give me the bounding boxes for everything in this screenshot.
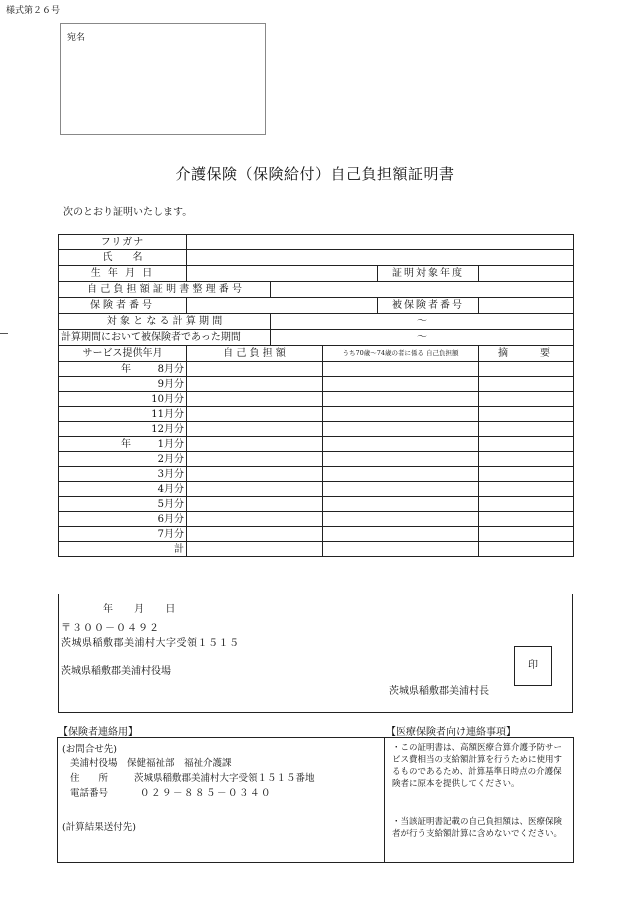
month-label-cell [59, 437, 187, 452]
total-age-70-74-cell[interactable] [323, 542, 479, 557]
month-row [59, 392, 574, 407]
age-70-74-cell[interactable] [323, 482, 479, 497]
insured-number-field[interactable] [479, 298, 574, 314]
year-label [61, 408, 121, 421]
month-label-cell [59, 512, 187, 527]
fold-mark [0, 333, 8, 334]
birthdate-field[interactable] [187, 266, 378, 282]
medical-note-2: ・当該証明書記載の自己負担額は、医療保険者が行う支給額計算に含めないでください。 [392, 817, 563, 839]
age-70-74-cell[interactable] [323, 392, 479, 407]
name-label: 氏 名 [59, 250, 187, 266]
month-label-cell [59, 452, 187, 467]
target-year-label: 証明対象年度 [378, 266, 479, 282]
self-pay-cell[interactable] [187, 482, 323, 497]
cert-number-label: 自 己 負 担 額 証 明 書 整 理 番 号 [59, 282, 271, 298]
month-label: 12月分 [151, 423, 184, 435]
document-title: 介護保険（保険給付）自己負担額証明書 [175, 165, 455, 183]
service-month-header: サービス提供年月 [59, 346, 187, 362]
insurer-number-label: 保険者番号 [59, 298, 187, 314]
contact-phone-label: 電話番号 [70, 788, 109, 799]
month-row [59, 407, 574, 422]
contact-phone: ０２９－８８５－０３４０ [140, 788, 273, 799]
furigana-field[interactable] [187, 235, 574, 250]
remarks-cell[interactable] [479, 512, 574, 527]
contact-address-label: 住 所 [70, 773, 109, 784]
month-label: 6月分 [157, 513, 184, 525]
total-remarks-cell[interactable] [479, 542, 574, 557]
month-row [59, 437, 574, 452]
age-70-74-cell[interactable] [323, 362, 479, 377]
remarks-cell[interactable] [479, 467, 574, 482]
remarks-cell[interactable] [479, 497, 574, 512]
remarks-cell[interactable] [479, 527, 574, 542]
year-label [61, 393, 121, 406]
result-send-label: (計算結果送付先) [62, 822, 136, 833]
month-label-cell [59, 467, 187, 482]
month-row [59, 452, 574, 467]
month-label: 5月分 [157, 498, 184, 510]
remarks-cell[interactable] [479, 407, 574, 422]
self-pay-cell[interactable] [187, 362, 323, 377]
month-label: 1月分 [157, 438, 184, 450]
month-label: 7月分 [157, 528, 184, 540]
age-70-74-cell[interactable] [323, 377, 479, 392]
remarks-header: 摘 要 [479, 346, 574, 362]
age-70-74-cell[interactable] [323, 422, 479, 437]
month-row [59, 527, 574, 542]
month-label: 10月分 [151, 393, 184, 405]
addressee-label: 宛名 [67, 33, 86, 43]
target-year-field[interactable] [479, 266, 574, 282]
month-label-cell [59, 527, 187, 542]
year-label [61, 468, 121, 481]
contact-divider [384, 738, 385, 862]
certification-date: 年 月 日 [103, 604, 176, 615]
month-label-cell [59, 407, 187, 422]
month-row [59, 467, 574, 482]
addressee-box[interactable] [60, 23, 266, 135]
insured-number-label: 被保険者番号 [378, 298, 479, 314]
self-pay-cell[interactable] [187, 467, 323, 482]
certificate-table [58, 234, 574, 557]
age-70-74-cell[interactable] [323, 497, 479, 512]
month-label-cell [59, 377, 187, 392]
month-label: 2月分 [157, 453, 184, 465]
self-pay-cell[interactable] [187, 392, 323, 407]
age-70-74-header: うち70歳～74歳の者に係る 自己負担額 [323, 346, 479, 362]
cert-number-field[interactable] [271, 282, 574, 298]
month-label-cell [59, 497, 187, 512]
intro-text: 次のとおり証明いたします。 [63, 207, 193, 218]
contact-address: 茨城県稲敷郡美浦村大字受領１５１５番地 [134, 773, 315, 784]
self-pay-cell[interactable] [187, 452, 323, 467]
year-label: 年 [121, 363, 131, 375]
insured-period-field[interactable]: ～ [271, 330, 574, 346]
self-pay-cell[interactable] [187, 437, 323, 452]
month-row [59, 512, 574, 527]
year-label [61, 498, 121, 511]
furigana-label: フリガナ [59, 235, 187, 250]
self-pay-cell[interactable] [187, 407, 323, 422]
month-label-cell [59, 362, 187, 377]
month-label-cell [59, 482, 187, 497]
insured-period-label: 計算期間において被保険者であった期間 [59, 330, 271, 346]
certifier-block [58, 594, 573, 713]
age-70-74-cell[interactable] [323, 467, 479, 482]
age-70-74-cell[interactable] [323, 512, 479, 527]
month-label: 8月分 [157, 363, 184, 375]
year-label [61, 423, 121, 436]
age-70-74-cell[interactable] [323, 407, 479, 422]
month-row [59, 482, 574, 497]
certifier-postal-code: 〒３００－０４９２ [61, 623, 160, 634]
self-pay-cell[interactable] [187, 512, 323, 527]
month-label: 11月分 [151, 408, 184, 420]
total-label: 計 [59, 542, 187, 557]
year-label [61, 483, 121, 496]
remarks-cell[interactable] [479, 437, 574, 452]
certifier-address: 茨城県稲敷郡美浦村大字受領１５１５ [61, 638, 240, 649]
remarks-cell[interactable] [479, 392, 574, 407]
medical-note-1: ・この証明書は、高額医療合算介護予防サービス費相当の支給額計算を行うために使用するものであるため、計算基準日時点の介護保険者に原本を提供してください。 [392, 743, 563, 789]
year-label [61, 453, 121, 466]
age-70-74-cell[interactable] [323, 437, 479, 452]
self-pay-cell[interactable] [187, 422, 323, 437]
birthdate-label: 生 年 月 日 [59, 266, 187, 282]
self-pay-cell[interactable] [187, 377, 323, 392]
remarks-cell[interactable] [479, 377, 574, 392]
calc-period-label: 対 象 と な る 計 算 期 間 [59, 314, 271, 330]
age-70-74-cell[interactable] [323, 452, 479, 467]
year-label [61, 528, 121, 541]
month-label-cell [59, 392, 187, 407]
year-label: 年 [121, 438, 131, 450]
month-label: 4月分 [157, 483, 184, 495]
remarks-cell[interactable] [479, 452, 574, 467]
total-self-pay-cell[interactable] [187, 542, 323, 557]
insurer-number-field[interactable] [187, 298, 378, 314]
medical-notes-heading: 【医療保険者向け連絡事項】 [386, 727, 516, 738]
self-pay-cell[interactable] [187, 497, 323, 512]
self-pay-header: 自 己 負 担 額 [187, 346, 323, 362]
name-field[interactable] [187, 250, 574, 266]
remarks-cell[interactable] [479, 482, 574, 497]
seal-box: 印 [514, 646, 552, 686]
month-row [59, 497, 574, 512]
remarks-cell[interactable] [479, 362, 574, 377]
certifier-mayor: 茨城県稲敷郡美浦村長 [389, 686, 489, 697]
year-label [61, 378, 121, 391]
month-label: 3月分 [157, 468, 184, 480]
inquiry-label: (お問合せ先) [62, 744, 117, 755]
month-row [59, 362, 574, 377]
calc-period-field[interactable]: ～ [271, 314, 574, 330]
age-70-74-cell[interactable] [323, 527, 479, 542]
month-row [59, 377, 574, 392]
month-label: 9月分 [157, 378, 184, 390]
remarks-cell[interactable] [479, 422, 574, 437]
form-number: 様式第２６号 [6, 6, 61, 16]
certifier-office: 茨城県稲敷郡美浦村役場 [61, 666, 171, 677]
month-row [59, 422, 574, 437]
insurer-contact-heading: 【保険者連絡用】 [58, 727, 138, 738]
month-rows [59, 362, 574, 542]
year-label [61, 513, 121, 526]
month-label-cell [59, 422, 187, 437]
self-pay-cell[interactable] [187, 527, 323, 542]
contact-dept: 美浦村役場 保健福祉部 福祉介護課 [70, 758, 232, 769]
contact-section [57, 737, 574, 863]
